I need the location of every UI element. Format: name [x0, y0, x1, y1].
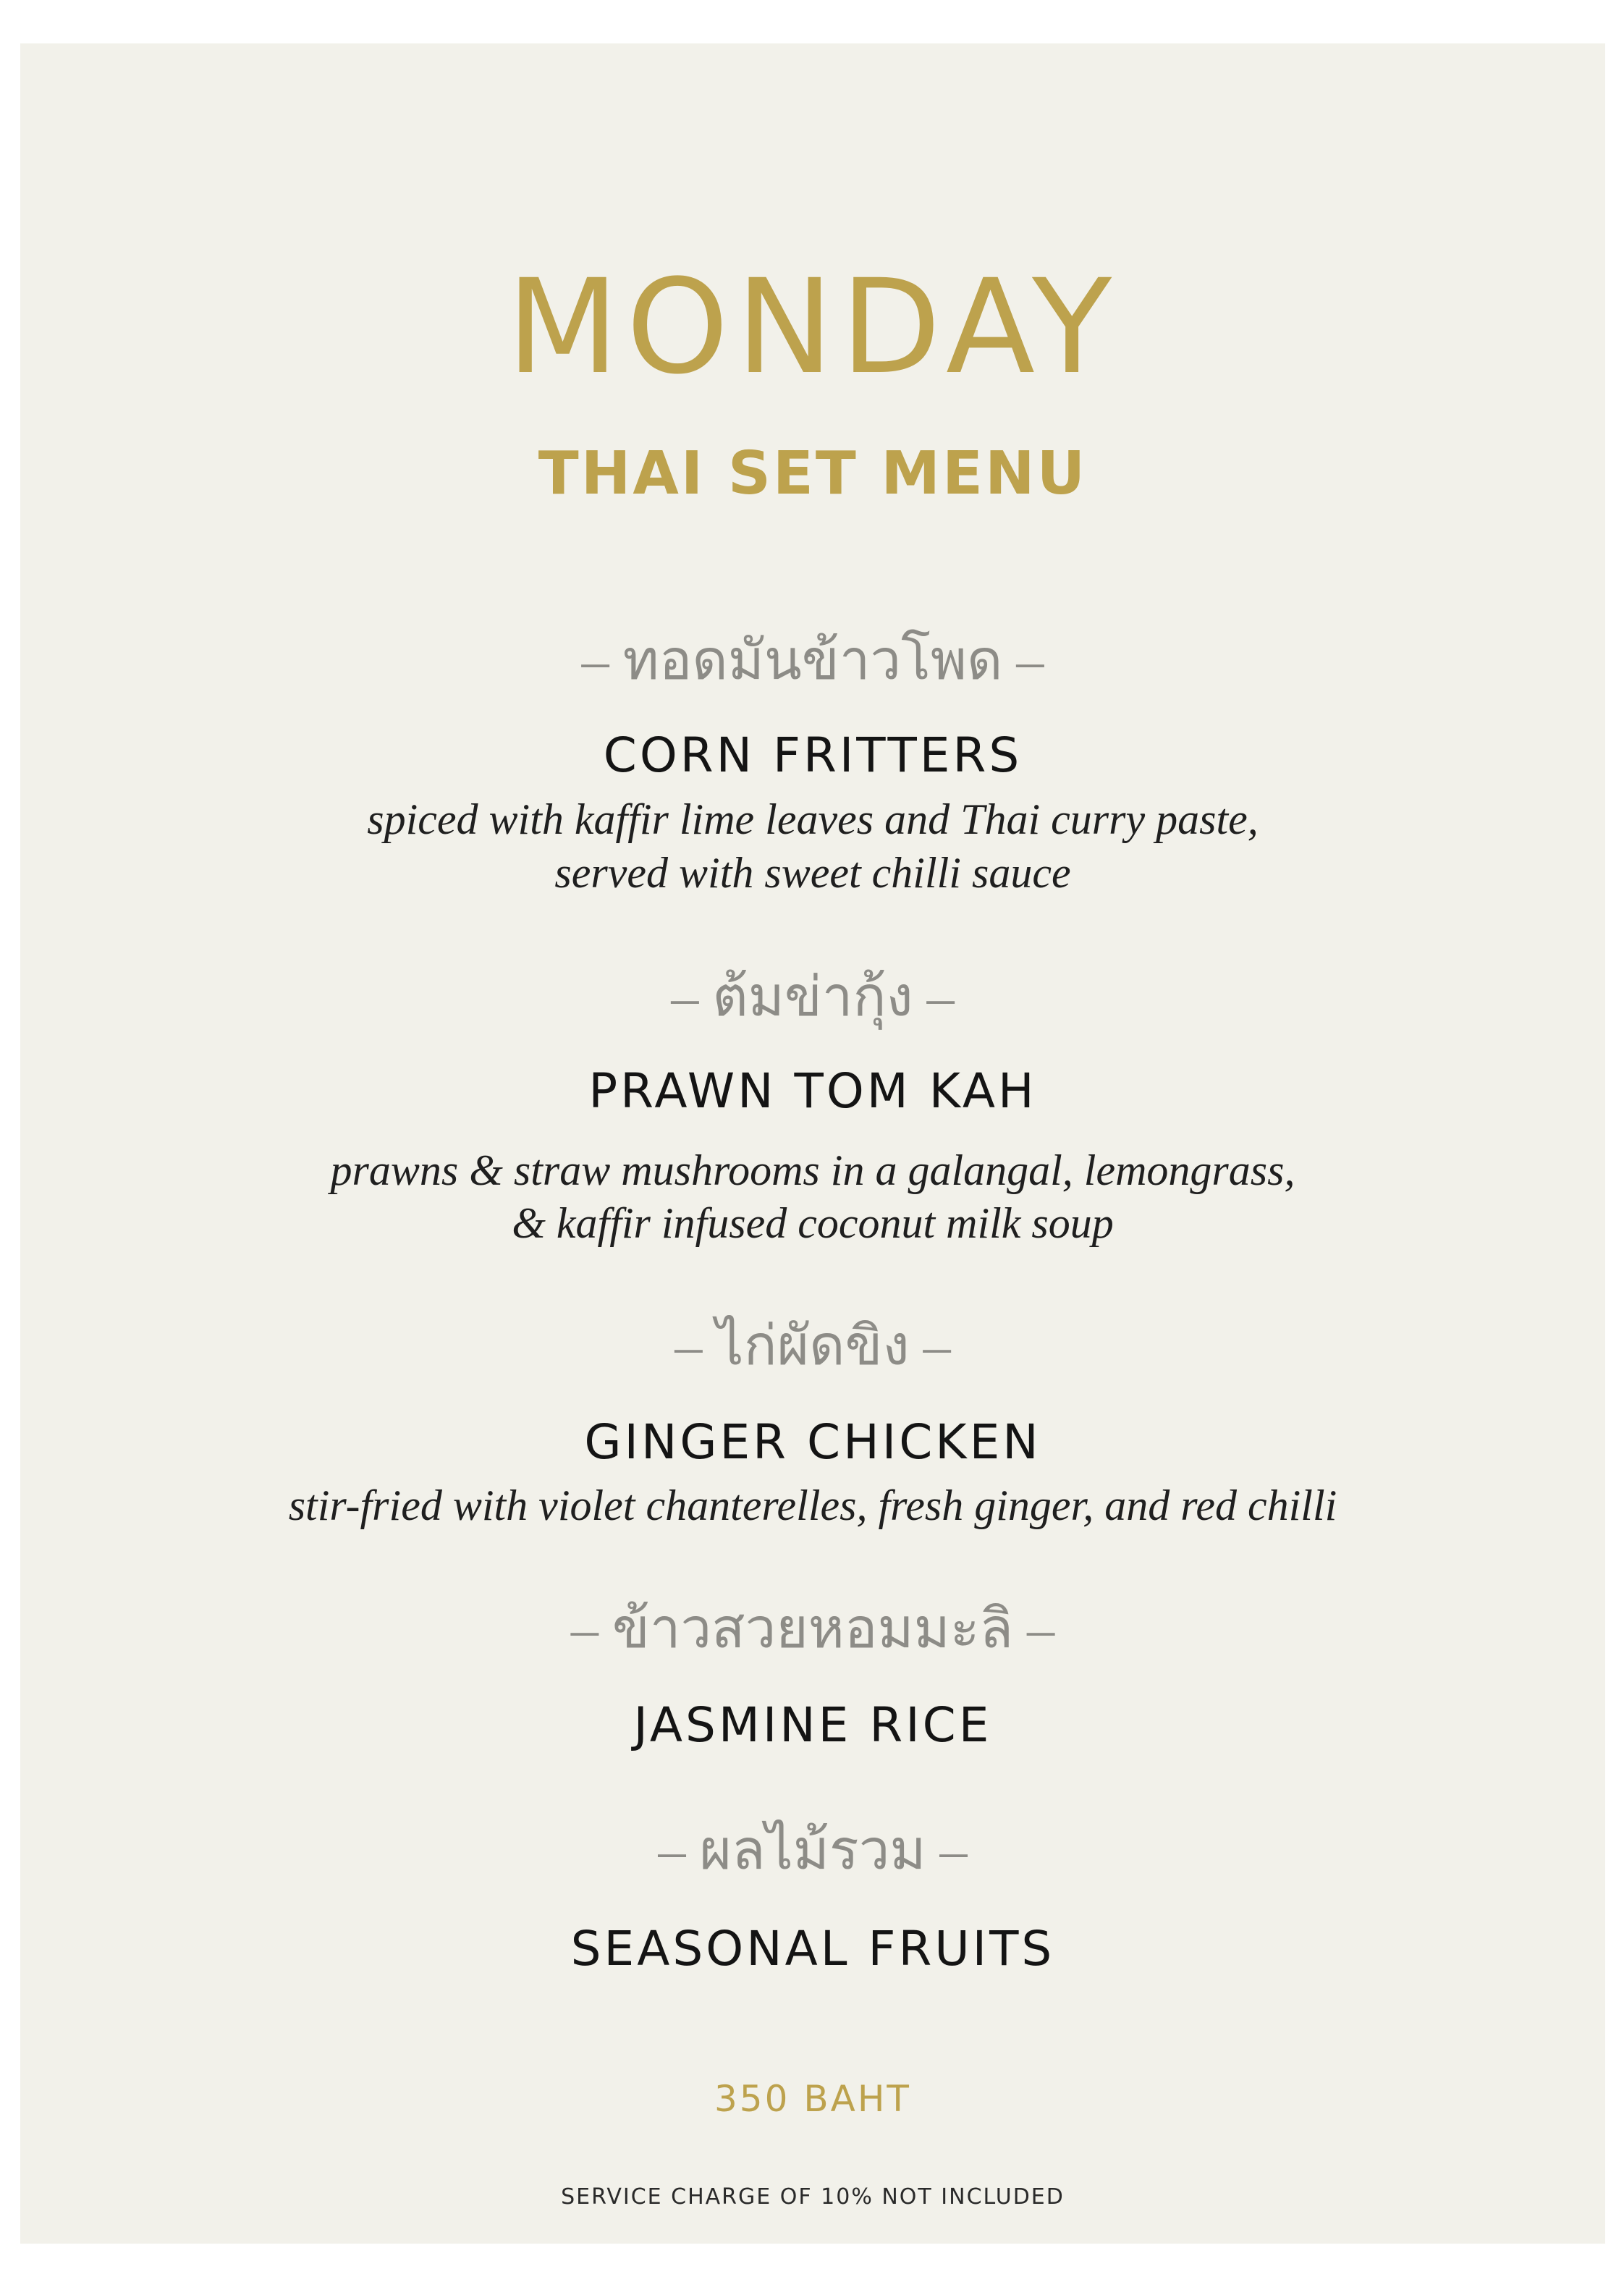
menu-price: 350 BAHT	[714, 2078, 911, 2120]
course-description: prawns & straw mushrooms in a galangal, lemongrass,	[330, 1146, 1295, 1194]
course-name: GINGER CHICKEN	[584, 1414, 1041, 1470]
menu-card	[20, 43, 1605, 2244]
course-description: served with sweet chilli sauce	[554, 849, 1071, 897]
course-thai-name: – ผลไม้รวม –	[658, 1820, 968, 1881]
course-thai-name: – ทอดมันข้าวโพด –	[581, 630, 1044, 691]
course-description: stir-fried with violet chanterelles, fresh ginger, and red chilli	[288, 1482, 1337, 1529]
course-thai-name: – ข้าวสวยหอมมะลิ –	[570, 1599, 1055, 1660]
course-description: spiced with kaffir lime leaves and Thai curry paste,	[367, 795, 1259, 843]
service-charge-note: SERVICE CHARGE OF 10% NOT INCLUDED	[561, 2184, 1065, 2210]
menu-subtitle: THAI SET MENU	[538, 439, 1088, 508]
course-description: & kaffir infused coconut milk soup	[512, 1199, 1114, 1247]
course-name: JASMINE RICE	[633, 1697, 992, 1753]
menu-day-title: MONDAY	[506, 252, 1120, 403]
course-name: SEASONAL FRUITS	[570, 1921, 1055, 1977]
course-name: PRAWN TOM KAH	[588, 1063, 1037, 1119]
course-thai-name: – ไก่ผัดขิง –	[674, 1316, 951, 1377]
course-thai-name: – ต้มข่ากุ้ง –	[671, 967, 955, 1028]
course-name: CORN FRITTERS	[603, 727, 1023, 783]
